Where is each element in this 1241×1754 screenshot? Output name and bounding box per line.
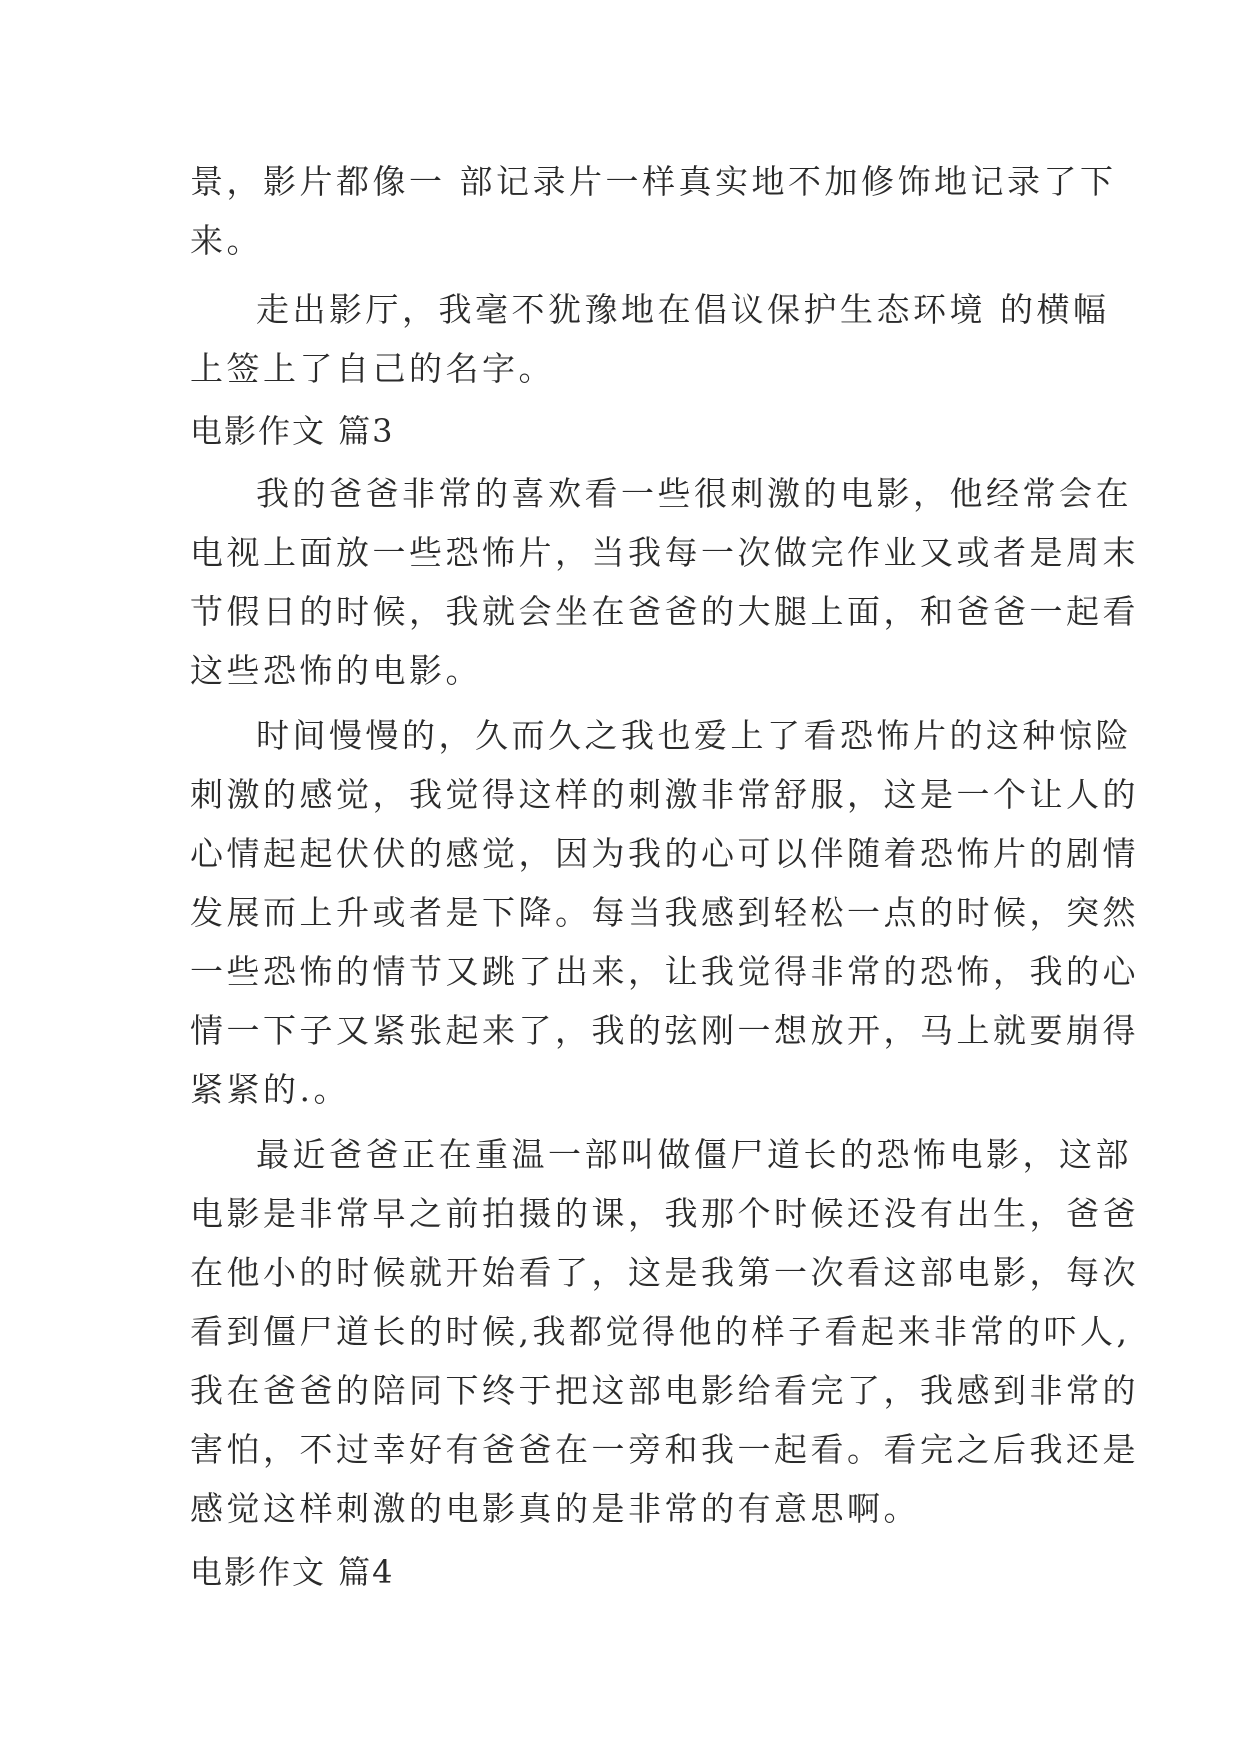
paragraph-line: 上签上了自己的名字。 xyxy=(190,349,555,388)
paragraph-line: 一些恐怖的情节又跳了出来，让我觉得非常的恐怖，我的心 xyxy=(190,952,1139,991)
paragraph-line: 心情起起伏伏的感觉，因为我的心可以伴随着恐怖片的剧情 xyxy=(190,834,1139,873)
paragraph-line: 我的爸爸非常的喜欢看一些很刺激的电影，他经常会在 xyxy=(256,474,1132,513)
paragraph-line: 情一下子又紧张起来了，我的弦刚一想放开，马上就要崩得 xyxy=(190,1011,1139,1050)
section-heading: 电影作文 篇3 xyxy=(190,412,395,450)
paragraph-line: 刺激的感觉，我觉得这样的刺激非常舒服，这是一个让人的 xyxy=(190,775,1139,814)
paragraph-line: 害怕，不过幸好有爸爸在一旁和我一起看。看完之后我还是 xyxy=(190,1430,1139,1469)
paragraph-line: 感觉这样刺激的电影真的是非常的有意思啊。 xyxy=(190,1489,920,1528)
section-heading: 电影作文 篇4 xyxy=(190,1553,395,1591)
paragraph-line: 电视上面放一些恐怖片，当我每一次做完作业又或者是周末 xyxy=(190,533,1139,572)
paragraph-line: 最近爸爸正在重温一部叫做僵尸道长的恐怖电影，这部 xyxy=(256,1135,1132,1174)
paragraph-line: 看到僵尸道长的时候,我都觉得他的样子看起来非常的吓人, xyxy=(190,1312,1131,1351)
paragraph-line: 来。 xyxy=(190,221,263,260)
paragraph-line: 在他小的时候就开始看了，这是我第一次看这部电影，每次 xyxy=(190,1253,1139,1292)
paragraph-line: 电影是非常早之前拍摄的课，我那个时候还没有出生，爸爸 xyxy=(190,1194,1139,1233)
paragraph-line: 发展而上升或者是下降。每当我感到轻松一点的时候，突然 xyxy=(190,893,1139,932)
paragraph-line: 景，影片都像一 部记录片一样真实地不加修饰地记录了下 xyxy=(190,162,1117,201)
paragraph-line: 走出影厅，我毫不犹豫地在倡议保护生态环境 的横幅 xyxy=(256,290,1110,329)
paragraph-line: 这些恐怖的电影。 xyxy=(190,651,482,690)
paragraph-line: 紧紧的.。 xyxy=(190,1070,350,1109)
paragraph-line: 时间慢慢的，久而久之我也爱上了看恐怖片的这种惊险 xyxy=(256,716,1132,755)
paragraph-line: 节假日的时候，我就会坐在爸爸的大腿上面，和爸爸一起看 xyxy=(190,592,1139,631)
paragraph-line: 我在爸爸的陪同下终于把这部电影给看完了，我感到非常的 xyxy=(190,1371,1139,1410)
